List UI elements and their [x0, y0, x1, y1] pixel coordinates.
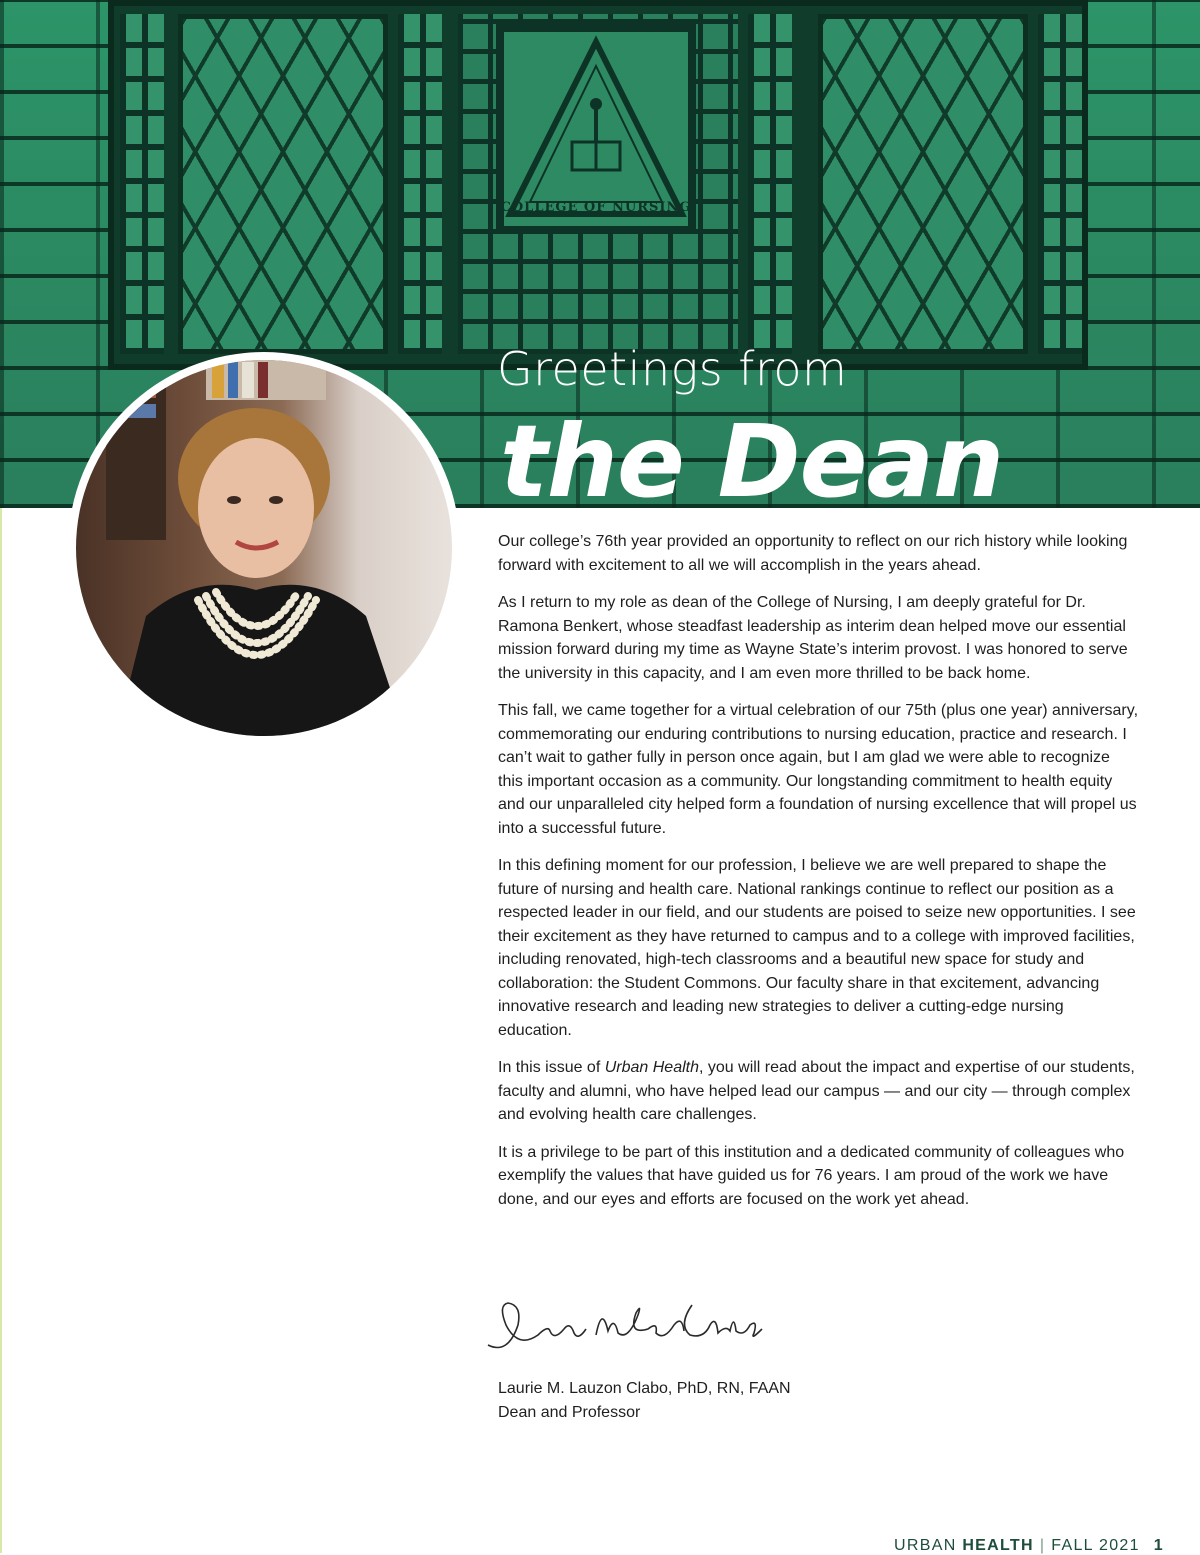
page-number: 1: [1153, 1537, 1164, 1554]
letter-text: In this issue of: [498, 1059, 605, 1076]
tile-mural: [108, 0, 1088, 370]
letter-paragraph: In this defining moment for our profession, I believe we are well prepared to shape the future of nursing and health care. National rankings continue to reflect our position as a respected leader in our field, and our students are poised to seize new opportunities. I see their excitement as they have returned to campus and to a college with improved facilities, including renovated, high-tech classrooms and a beautiful new space for study and collaboration: the Student Commons. Our faculty share in that excitement, advancing innovative research and leading new strategies to deliver a cutting-edge nursing education.: [498, 857, 1136, 1039]
publication-title: [894, 1537, 1034, 1554]
letter-paragraph: As I return to my role as dean of the College of Nursing, I am deeply grateful for Dr. Ramona Benkert, whose steadfast leadership as interim dean helped move our essential mission forward during my time as Wayne State’s interim provost. I was honored to serve the university in this capacity, and I am even more thrilled to be back home.: [498, 594, 1128, 682]
title-the-dean: the Dean: [500, 403, 1004, 508]
title-greetings: Greetings from: [497, 342, 848, 396]
page-footer: [894, 1537, 1164, 1555]
dean-title: Dean and Professor: [498, 1403, 641, 1421]
publication-name: Urban Health: [604, 1059, 699, 1076]
issue-label: FALL 2021: [1051, 1537, 1140, 1554]
signoff-block: [498, 1377, 998, 1424]
letter-paragraph: It is a privilege to be part of this institution and a dedicated community of colleagues who exemplify the values that have guided us for 76 years. I am proud of the work we have done, and our eyes and efforts are focused on the work yet ahead.: [498, 1143, 1125, 1208]
lattice-panel-right: [818, 14, 1028, 354]
publication-title-bold: HEALTH: [962, 1537, 1034, 1554]
college-seal: [496, 24, 696, 234]
letter-text: , you will read about the impact and expertise of our students, faculty and alumni, who have helped lead our campus — and our city — through complex and evolving health care challenges.: [498, 1059, 1135, 1123]
dean-letter: [498, 530, 1138, 1225]
tile-column: [748, 14, 792, 354]
footer-separator: |: [1039, 1537, 1046, 1554]
tile-column: [398, 14, 442, 354]
seal-bottom-text: COLLEGE OF NURSING: [500, 200, 692, 215]
seal-block: [458, 14, 738, 354]
person-icon: [76, 360, 452, 736]
letter-paragraph: This fall, we came together for a virtual celebration of our 75th (plus one year) anniversary, commemorating our enduring contributions to nursing education, practice and research. I can’t wait to gather fully in person once again, but I am glad we were able to recognize this important occasion as a community. Our longstanding commitment to health equity and our unparalleled city helped form a foundation of nursing excellence that will propel us into a successful future.: [498, 702, 1139, 837]
letter-paragraph: Our college’s 76th year provided an opportunity to reflect on our rich history while looking forward with excitement to all we will accomplish in the years ahead.: [498, 533, 1128, 574]
page-edge-rule: [0, 508, 2, 1553]
portrait-photo: [76, 360, 452, 736]
lattice-panel-left: [178, 14, 388, 354]
tile-column: [1038, 14, 1082, 354]
dean-name: Laurie M. Lauzon Clabo, PhD, RN, FAAN: [498, 1380, 791, 1397]
handwritten-signature: [478, 1285, 778, 1370]
tile-column: [120, 14, 164, 354]
dean-portrait: [68, 352, 460, 744]
letter-paragraph: [498, 1056, 1138, 1127]
publication-title-regular: URBAN: [894, 1537, 963, 1554]
signature-icon: [478, 1285, 778, 1365]
